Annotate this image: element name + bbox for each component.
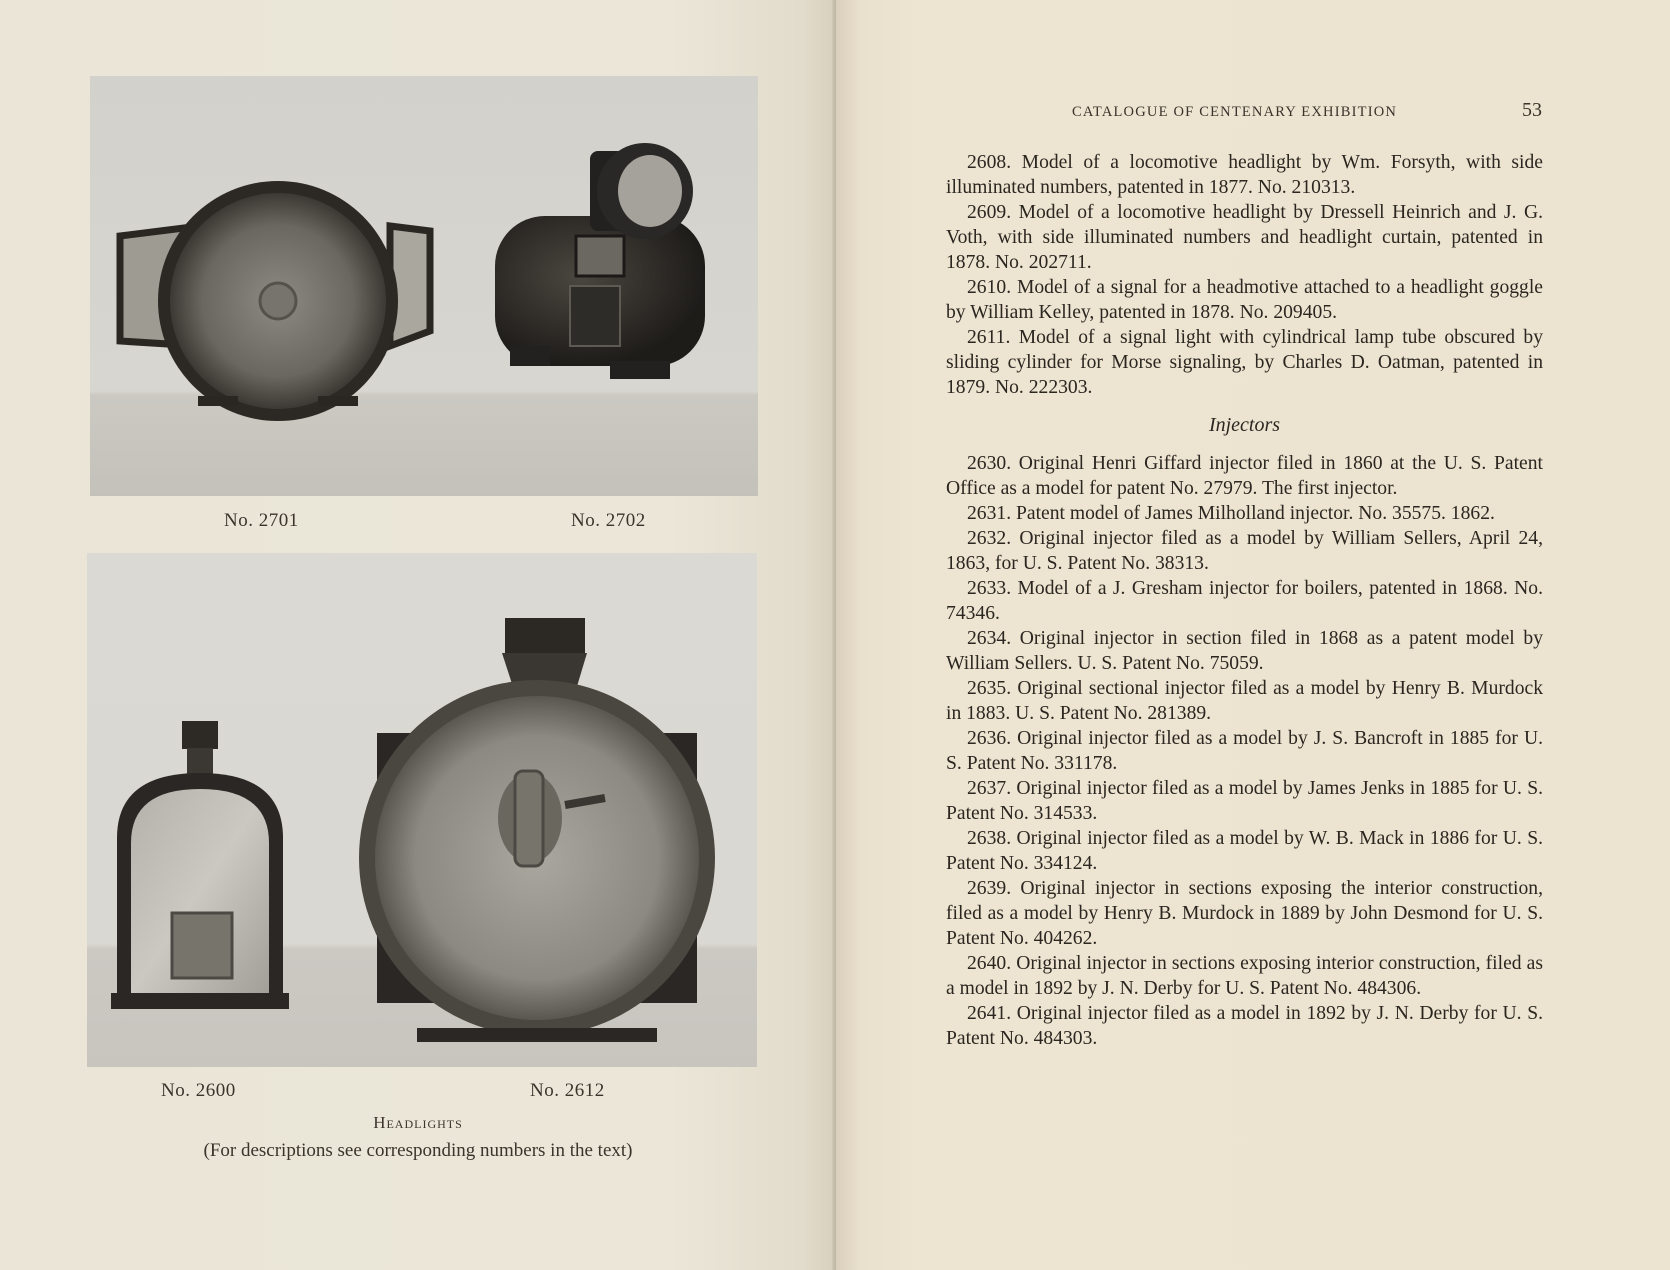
entry-2634: 2634. Original injector in section filed in 1868 as a patent model by William Sellers. U. S. Patent No. 75059. (946, 628, 1543, 674)
headlight-2702 (495, 143, 705, 379)
headlight-2612 (359, 618, 715, 1042)
entry-2610: 2610. Model of a signal for a headmotive attached to a headlight goggle by William Kelley, patented in 1878. No. 209405. (946, 277, 1543, 323)
entry-2630: 2630. Original Henri Giffard injector filed in 1860 at the U. S. Patent Office as a model for patent No. 27979. The first injector. (946, 453, 1543, 499)
headlight-2701 (120, 181, 430, 421)
entry-2636: 2636. Original injector filed as a model by J. S. Bancroft in 1885 for U. S. Patent No. 331178. (946, 728, 1543, 774)
caption-no-2701: No. 2701 (224, 510, 299, 531)
photo-headlights-2701-2702 (90, 76, 758, 496)
entry-2611: 2611. Model of a signal light with cylindrical lamp tube obscured by sliding cylinder for Morse signaling, by Charles D. Oatman, patented in 1879. No. 222303. (946, 327, 1543, 398)
right-page (836, 0, 1670, 1270)
page-number: 53 (1522, 99, 1542, 121)
plate-title: Headlights (373, 1113, 463, 1132)
lantern-2600 (111, 721, 289, 1009)
entry-2640: 2640. Original injector in sections exposing interior construction, filed as a model in 1892 by J. N. Derby for U. S. Patent No. 484306. (946, 953, 1543, 999)
entry-2608: 2608. Model of a locomotive headlight by Wm. Forsyth, with side illuminated numbers, patented in 1877. No. 210313. (946, 152, 1543, 198)
entry-2632: 2632. Original injector filed as a model by William Sellers, April 24, 1863, for U. S. Patent No. 38313. (946, 528, 1543, 574)
caption-no-2702: No. 2702 (571, 510, 646, 531)
entry-2635: 2635. Original sectional injector filed as a model by Henry B. Murdock in 1883. U. S. Patent No. 281389. (946, 678, 1543, 724)
entry-2609: 2609. Model of a locomotive headlight by Dressell Heinrich and J. G. Voth, with side illuminated numbers and headlight curtain, patented in 1878. No. 202711. (946, 202, 1543, 273)
entry-2638: 2638. Original injector filed as a model by W. B. Mack in 1886 for U. S. Patent No. 334124. (946, 828, 1543, 874)
entry-2639: 2639. Original injector in sections exposing the interior construction, filed as a model by Henry B. Murdock in 1889 by John Desmond for U. S. Patent No. 404262. (946, 878, 1543, 949)
headlight-photo-bottom-illustration (87, 553, 757, 1067)
photo-headlights-2600-2612 (87, 553, 757, 1067)
entry-2631: 2631. Patent model of James Milholland injector. No. 35575. 1862. (967, 503, 1495, 524)
caption-no-2612: No. 2612 (530, 1080, 605, 1101)
entry-2637: 2637. Original injector filed as a model by James Jenks in 1885 for U. S. Patent No. 314533. (946, 778, 1543, 824)
entry-2641: 2641. Original injector filed as a model in 1892 by J. N. Derby for U. S. Patent No. 484303. (946, 1003, 1543, 1049)
section-heading-injectors: Injectors (1208, 414, 1281, 436)
running-head: CATALOGUE OF CENTENARY EXHIBITION (1072, 104, 1398, 120)
caption-no-2600: No. 2600 (161, 1080, 236, 1101)
catalogue-entries (946, 150, 1543, 1051)
headlight-photo-top-illustration (90, 76, 758, 496)
entry-2633: 2633. Model of a J. Gresham injector for boilers, patented in 1868. No. 74346. (946, 578, 1543, 624)
plate-note: (For descriptions see corresponding numbers in the text) (203, 1140, 633, 1161)
